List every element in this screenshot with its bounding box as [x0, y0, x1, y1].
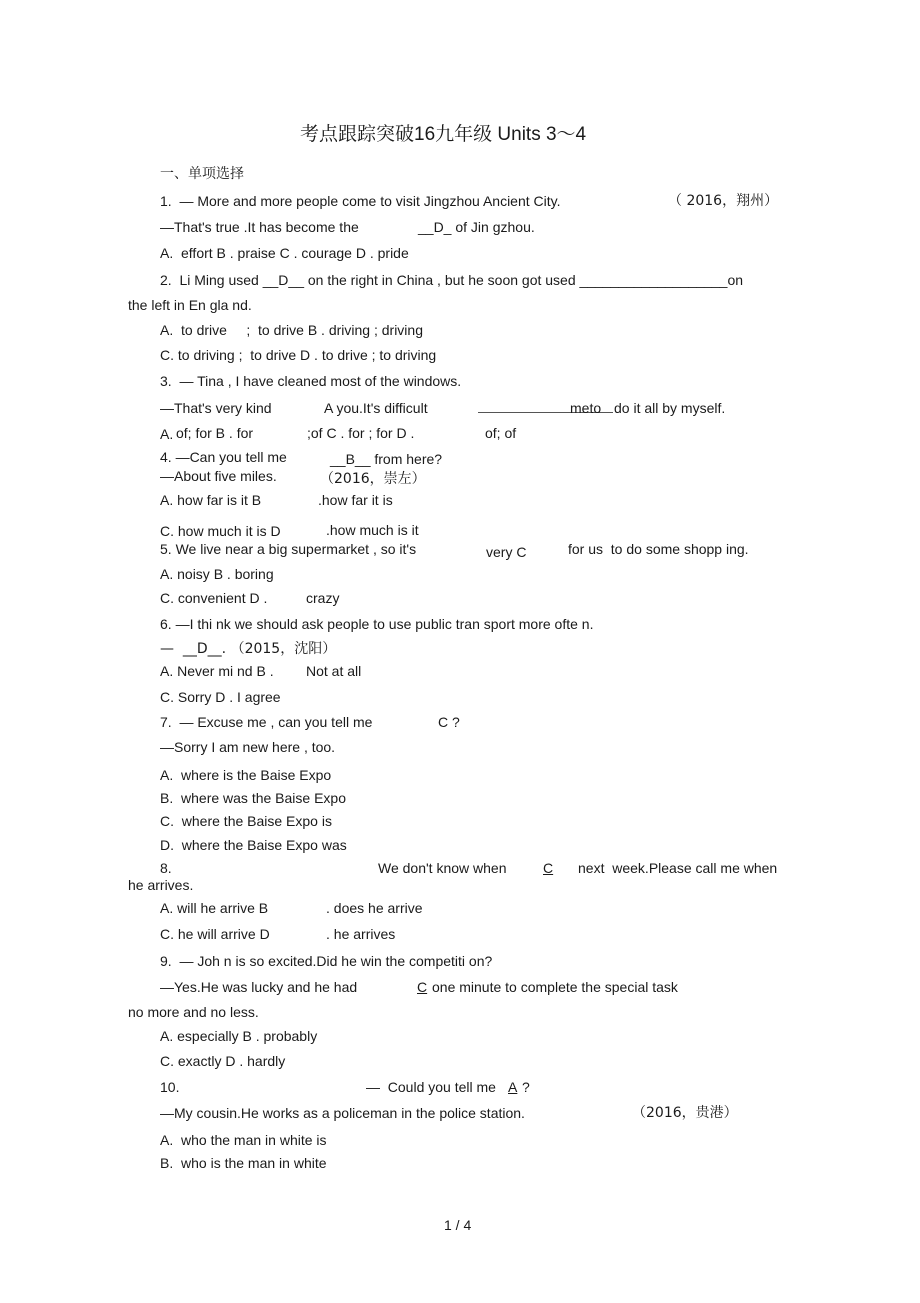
q8-tail: next week.Please call me when	[578, 860, 778, 876]
q9-reply: —Yes.He was lucky and he had	[160, 979, 358, 995]
q7-stem: 7. — Excuse me , can you tell me	[160, 714, 373, 730]
q7-answer: C ?	[438, 714, 460, 730]
q4-option-d: .how much is it	[326, 522, 419, 538]
q3-tail: do it all by myself.	[614, 400, 726, 416]
q4-option-b: .how far it is	[318, 492, 393, 508]
page-number: 1 / 4	[444, 1217, 472, 1233]
q5-option-d: crazy	[306, 590, 340, 606]
q2-options-ab: A. to drive ; to drive B . driving ; driving	[160, 322, 423, 338]
q1-answer: __D_ of Jin gzhou.	[418, 219, 535, 235]
q4-option-c: C. how much it is D	[160, 523, 281, 539]
q6-answer: — __D__. （2015，沈阳）	[160, 641, 337, 657]
q10-source: （2016，贵港）	[632, 1105, 738, 1121]
q9-options-cd: C. exactly D . hardly	[160, 1053, 286, 1069]
q7-option-a: A. where is the Baise Expo	[160, 767, 332, 783]
q3-options-cd: ;of C . for ; for D .	[307, 425, 415, 441]
q2-stem: 2. Li Ming used __D__ on the right in China , but he soon got used ___________________on	[160, 272, 744, 288]
q10-reply: —My cousin.He works as a policeman in the police station.	[160, 1105, 525, 1121]
q4-stem: 4. —Can you tell me	[160, 449, 287, 465]
q10-answer: A	[508, 1079, 518, 1095]
q7-option-c: C. where the Baise Expo is	[160, 813, 332, 829]
q5-option-c: C. convenient D .	[160, 590, 268, 606]
q9-continuation: no more and no less.	[128, 1004, 259, 1020]
q2-options-cd: C. to driving ; to drive D . to drive ; to driving	[160, 347, 437, 363]
q8-option-c: C. he will arrive D	[160, 926, 270, 942]
q8-answer: C	[543, 860, 554, 876]
q1-source: （ 2016，翔州）	[668, 193, 779, 209]
q9-tail: one minute to complete the special task	[432, 979, 678, 995]
q7-option-b: B. where was the Baise Expo	[160, 790, 346, 806]
q10-option-a: A. who the man in white is	[160, 1132, 327, 1148]
q9-options-ab: A. especially B . probably	[160, 1028, 318, 1044]
q9-answer: C	[417, 979, 428, 995]
q2-continuation: the left in En gla nd.	[128, 297, 252, 313]
q8-number: 8.	[160, 860, 172, 876]
page-title: 考点跟踪突破16九年级 Units 3～4	[300, 124, 587, 145]
q8-continuation: he arrives.	[128, 877, 194, 893]
q3-options-ab: of; for B . for	[176, 425, 254, 441]
q10-stem: — Could you tell me	[366, 1079, 496, 1095]
q3-reply: —That's very kind	[160, 400, 272, 416]
q6-options-cd: C. Sorry D . I agree	[160, 689, 281, 705]
q4-reply: —About five miles.	[160, 468, 277, 484]
q9-stem: 9. — Joh n is so excited.Did he win the competiti on?	[160, 953, 493, 969]
q4-source: （2016，崇左）	[320, 471, 426, 487]
q10-answer-mark: ?	[522, 1079, 530, 1095]
q5-stem: 5. We live near a big supermarket , so it's	[160, 541, 417, 557]
q10-number: 10.	[160, 1079, 180, 1095]
q8-option-d: . he arrives	[326, 926, 396, 942]
q3-blank-word: meto	[570, 400, 602, 416]
section-heading: 一、单项选择	[160, 166, 244, 182]
q3-answer: A you.It's difficult	[324, 400, 428, 416]
q8-option-b: . does he arrive	[326, 900, 423, 916]
q7-reply: —Sorry I am new here , too.	[160, 739, 336, 755]
q6-option-b: Not at all	[306, 663, 362, 679]
q5-answer: very C	[486, 544, 527, 560]
q3-option-d: of; of	[485, 425, 517, 441]
q1-reply: —That's true .It has become the	[160, 219, 359, 235]
q7-option-d: D. where the Baise Expo was	[160, 837, 347, 853]
q8-stem: We don't know when	[378, 860, 507, 876]
q10-option-b: B. who is the man in white	[160, 1155, 327, 1171]
q4-option-a: A. how far is it B	[160, 492, 262, 508]
q5-tail: for us to do some shopp ing.	[568, 541, 749, 557]
q6-stem: 6. —I thi nk we should ask people to use public tran sport more ofte n.	[160, 616, 594, 632]
q8-option-a: A. will he arrive B	[160, 900, 269, 916]
q1-options: A. effort B . praise C . courage D . pride	[160, 245, 409, 261]
q4-answer: __B__ from here?	[330, 451, 443, 467]
q6-option-a: A. Never mi nd B .	[160, 663, 274, 679]
q1-stem: 1. — More and more people come to visit Jingzhou Ancient City.	[160, 193, 561, 209]
q5-options-ab: A. noisy B . boring	[160, 566, 274, 582]
q3-stem: 3. — Tina , I have cleaned most of the windows.	[160, 373, 462, 389]
q3-option-a-label: A.	[160, 426, 174, 442]
